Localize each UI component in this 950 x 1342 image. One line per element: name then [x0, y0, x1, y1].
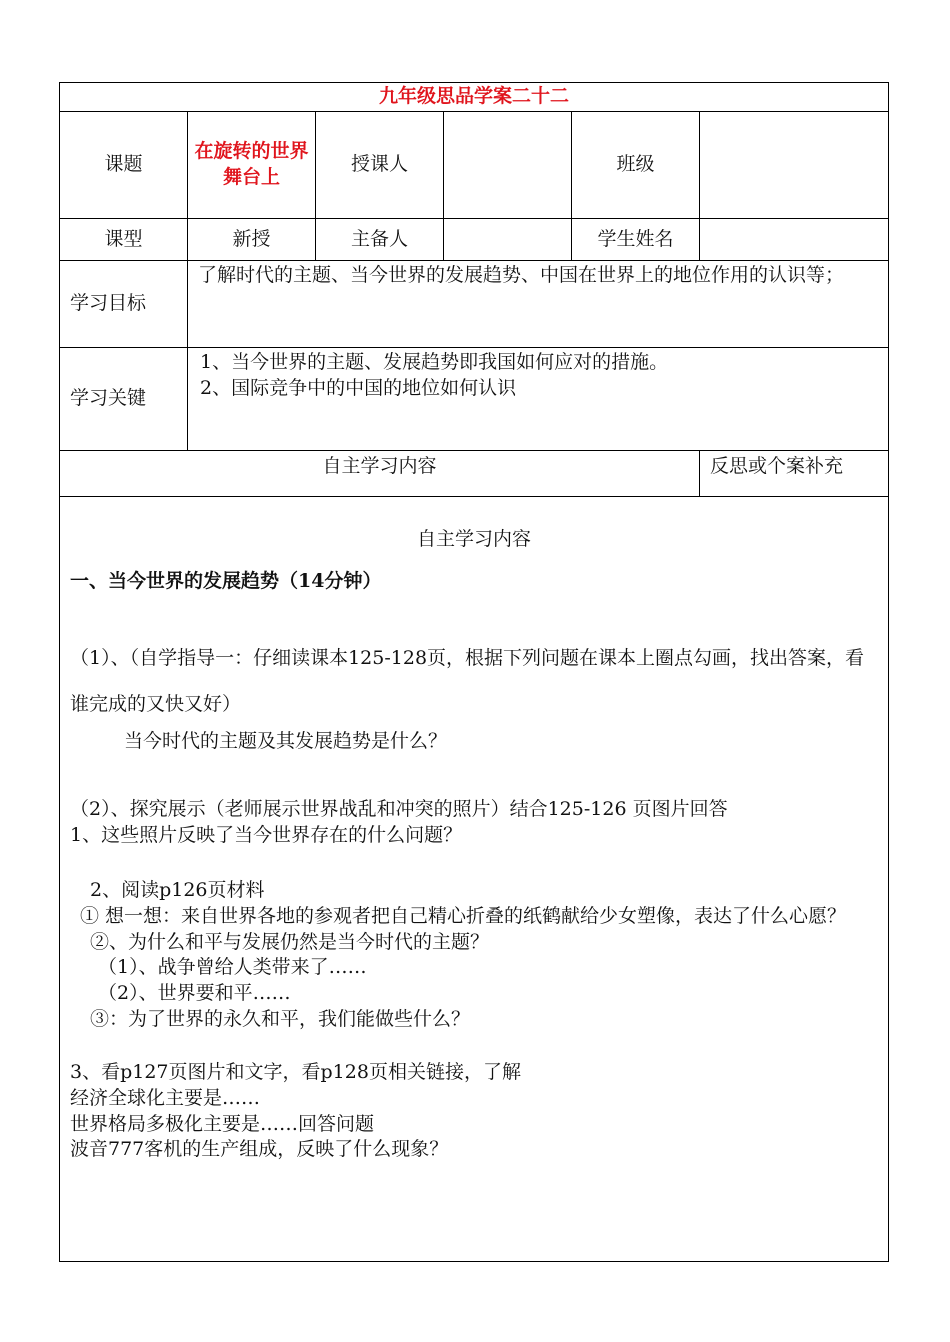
key-points-label: 学习关键 — [60, 348, 188, 451]
goals-text: 了解时代的主题、当今世界的发展趋势、中国在世界上的地位作用的认识等； — [188, 261, 889, 348]
self-study-content — [60, 497, 889, 1262]
teacher-value — [444, 112, 572, 219]
class-value — [700, 112, 889, 219]
self-study-header: 自主学习内容 — [60, 451, 700, 497]
explore-show: （2）、探究展示（老师展示世界战乱和冲突的照片）结合125-126 页图片回答 — [70, 798, 728, 821]
teacher-label: 授课人 — [316, 112, 444, 219]
key-points-list — [188, 348, 889, 451]
type-value: 新授 — [188, 219, 316, 261]
reflection-header: 反思或个案补充 — [700, 451, 889, 497]
topic-label: 课题 — [60, 112, 188, 219]
topic-value: 在旋转的世界舞台上 — [188, 112, 316, 219]
think-question-3: ③：为了世界的永久和平，我们能做些什么？ — [90, 1007, 471, 1030]
question-photos: 1、这些照片反映了当今世界存在的什么问题？ — [70, 823, 463, 846]
key-point-item: 1、当今世界的主题、发展趋势即我国如何应对的措施。 — [200, 351, 669, 373]
preparer-label: 主备人 — [316, 219, 444, 261]
boeing-question: 波音777客机的生产组成，反映了什么现象？ — [70, 1138, 449, 1161]
self-study-guide: （1）、（自学指导一：仔细读课本125-128页，根据下列问题在课本上圈点勾画，找出答案，看谁完成的又快又好） — [70, 647, 865, 715]
student-name-label: 学生姓名 — [572, 219, 700, 261]
question-theme: 当今时代的主题及其发展趋势是什么？ — [124, 730, 448, 753]
think-question-2: ②、为什么和平与发展仍然是当今时代的主题？ — [90, 930, 490, 953]
student-name-value — [700, 219, 889, 261]
multipolar-line: 世界格局多极化主要是……回答问题 — [70, 1112, 375, 1135]
content-title: 自主学习内容 — [417, 528, 532, 550]
key-point-item: 2、国际竞争中的中国的地位如何认识 — [200, 376, 517, 399]
think-question-2a: （1）、战争曾给人类带来了…… — [98, 956, 367, 979]
section-heading: 一、当今世界的发展趋势（14分钟） — [70, 569, 382, 592]
think-question-2b: （2）、世界要和平…… — [98, 981, 291, 1004]
think-question-1: ① 想一想：来自世界各地的参观者把自己精心折叠的纸鹤献给少女塑像，表达了什么心愿？ — [80, 905, 847, 928]
look-material: 3、看p127页图片和文字，看p128页相关链接，了解 — [70, 1061, 521, 1084]
lesson-plan-table — [59, 82, 889, 1262]
doc-title: 九年级思品学案二十二 — [60, 83, 889, 112]
type-label: 课型 — [60, 219, 188, 261]
goals-label: 学习目标 — [60, 261, 188, 348]
class-label: 班级 — [572, 112, 700, 219]
read-material: 2、阅读p126页材料 — [90, 879, 265, 902]
globalization-line: 经济全球化主要是…… — [70, 1086, 261, 1109]
preparer-value — [444, 219, 572, 261]
